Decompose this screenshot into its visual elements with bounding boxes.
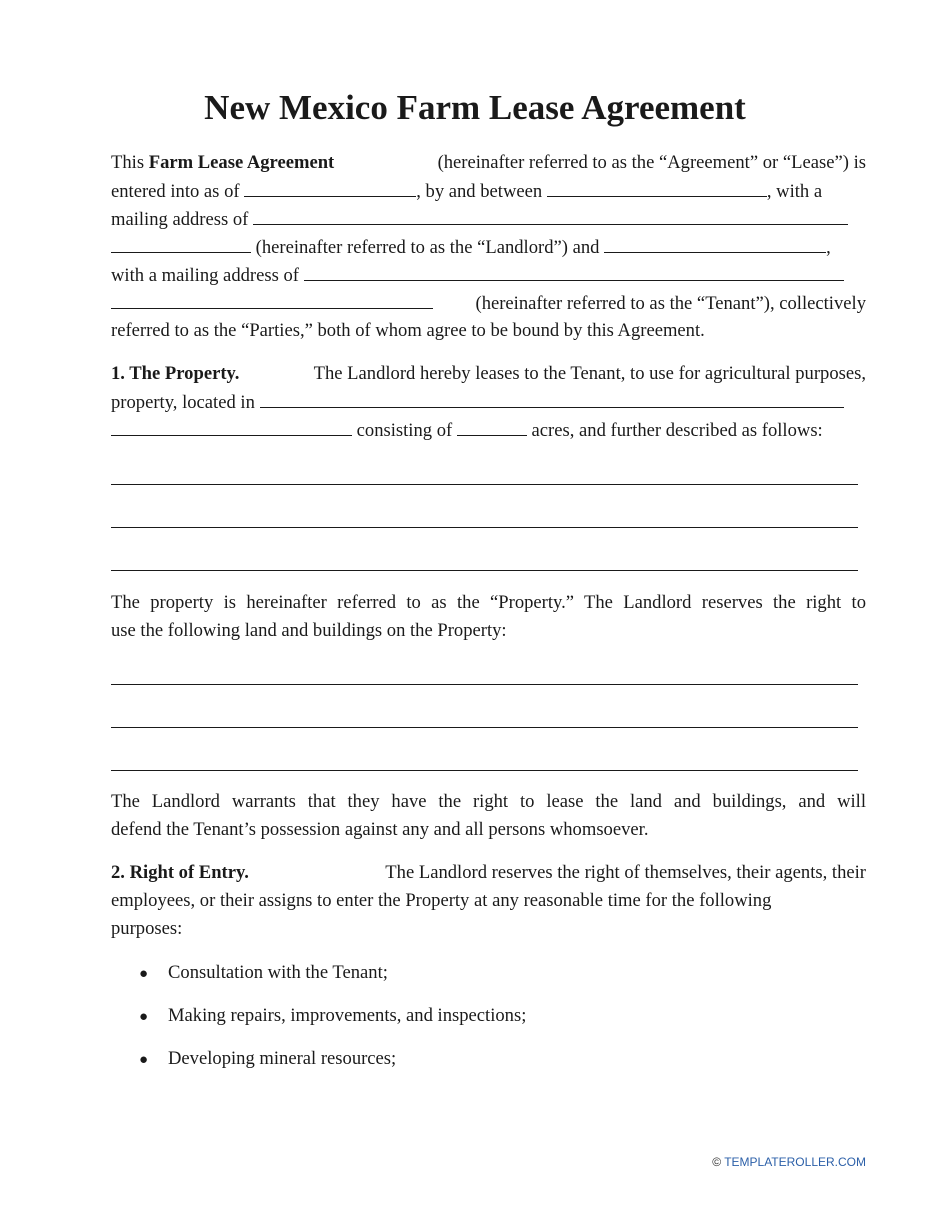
tenant-address-blank-1[interactable] [304, 265, 844, 281]
intro-this: This [111, 152, 145, 173]
intro-line-1 [111, 153, 866, 173]
section1-line-1 [111, 364, 866, 384]
section1-p2-line-1 [111, 593, 866, 613]
intro-comma: , [826, 237, 831, 258]
tenant-address-blank-2[interactable] [111, 293, 433, 309]
landlord-address-blank-2[interactable] [111, 237, 251, 253]
section1-line-2 [111, 392, 866, 412]
property-location-blank-2[interactable] [111, 420, 352, 436]
reserved-land-line-3[interactable] [111, 770, 858, 771]
acres-blank[interactable] [457, 420, 527, 436]
tenant-name-blank[interactable] [604, 237, 826, 253]
consisting-of-label: consisting of [356, 420, 453, 441]
landlord-address-blank-1[interactable] [253, 209, 848, 225]
list-item [139, 1004, 526, 1029]
section2-line-2: employees, or their assigns to enter the Property at any reasonable time for the following [111, 890, 772, 911]
bullet-text: Developing mineral resources; [168, 1048, 397, 1069]
property-location-blank-1[interactable] [260, 392, 844, 408]
section1-p3-text-1: The Landlord warrants that they have the right to lease the land and buildings, and will [111, 791, 866, 812]
footer-credit[interactable] [712, 1155, 866, 1169]
property-description-line-3[interactable] [111, 570, 858, 571]
intro-line-1-rest: (hereinafter referred to as the “Agreement” or “Lease”) is [437, 152, 866, 173]
intro-line-6 [111, 293, 866, 313]
section1-line-3 [111, 420, 866, 440]
footer-site-link[interactable]: TEMPLATEROLLER.COM [724, 1155, 866, 1169]
intro-line-4 [111, 237, 866, 257]
section1-p2-text-1: The property is hereinafter referred to as the “Property.” The Landlord reserves the right to [111, 592, 866, 613]
bullet-icon: ● [139, 1009, 149, 1025]
landlord-name-blank[interactable] [547, 181, 767, 197]
section1-p3-line-1 [111, 792, 866, 812]
acres-described-label: acres, and further described as follows: [531, 420, 823, 441]
intro-tenant-ref: (hereinafter referred to as the “Tenant”), collectively [475, 293, 866, 314]
intro-line-2 [111, 181, 866, 201]
section1-p2-line-2: use the following land and buildings on the Property: [111, 620, 507, 641]
list-item [139, 1047, 396, 1072]
property-description-line-2[interactable] [111, 527, 858, 528]
intro-tenant-mailing-label: with a mailing address of [111, 265, 299, 286]
intro-bold-title: Farm Lease Agreement [148, 152, 335, 173]
bullet-icon: ● [139, 966, 149, 982]
intro-line-5 [111, 265, 866, 285]
intro-date-label: entered into as of [111, 181, 240, 202]
section2-heading: 2. Right of Entry. [111, 862, 249, 883]
intro-line-7: referred to as the “Parties,” both of whom agree to be bound by this Agreement. [111, 320, 705, 341]
intro-line-3 [111, 209, 866, 229]
property-description-line-1[interactable] [111, 484, 858, 485]
intro-with-a: , with a [766, 181, 823, 202]
section1-line-1-rest: The Landlord hereby leases to the Tenant, to use for agricultural purposes, [313, 363, 866, 384]
list-item [139, 961, 388, 986]
bullet-icon: ● [139, 1052, 149, 1068]
section1-p3-line-2: defend the Tenant’s possession against any and all persons whomsoever. [111, 819, 649, 840]
copyright-icon: © [712, 1155, 722, 1169]
bullet-text: Making repairs, improvements, and inspections; [168, 1005, 527, 1026]
property-location-label: property, located in [111, 392, 255, 413]
section2-line-1-rest: The Landlord reserves the right of themselves, their agents, their [385, 862, 866, 883]
agreement-date-blank[interactable] [244, 181, 416, 197]
intro-between-label: , by and between [416, 181, 543, 202]
intro-mailing-label: mailing address of [111, 209, 249, 230]
section2-line-1 [111, 863, 866, 883]
bullet-text: Consultation with the Tenant; [168, 962, 388, 983]
reserved-land-line-2[interactable] [111, 727, 858, 728]
intro-landlord-ref: (hereinafter referred to as the “Landlord”) and [255, 237, 600, 258]
document-title: New Mexico Farm Lease Agreement [204, 88, 746, 127]
section1-heading: 1. The Property. [111, 363, 240, 384]
reserved-land-line-1[interactable] [111, 684, 858, 685]
section2-line-3: purposes: [111, 918, 183, 939]
